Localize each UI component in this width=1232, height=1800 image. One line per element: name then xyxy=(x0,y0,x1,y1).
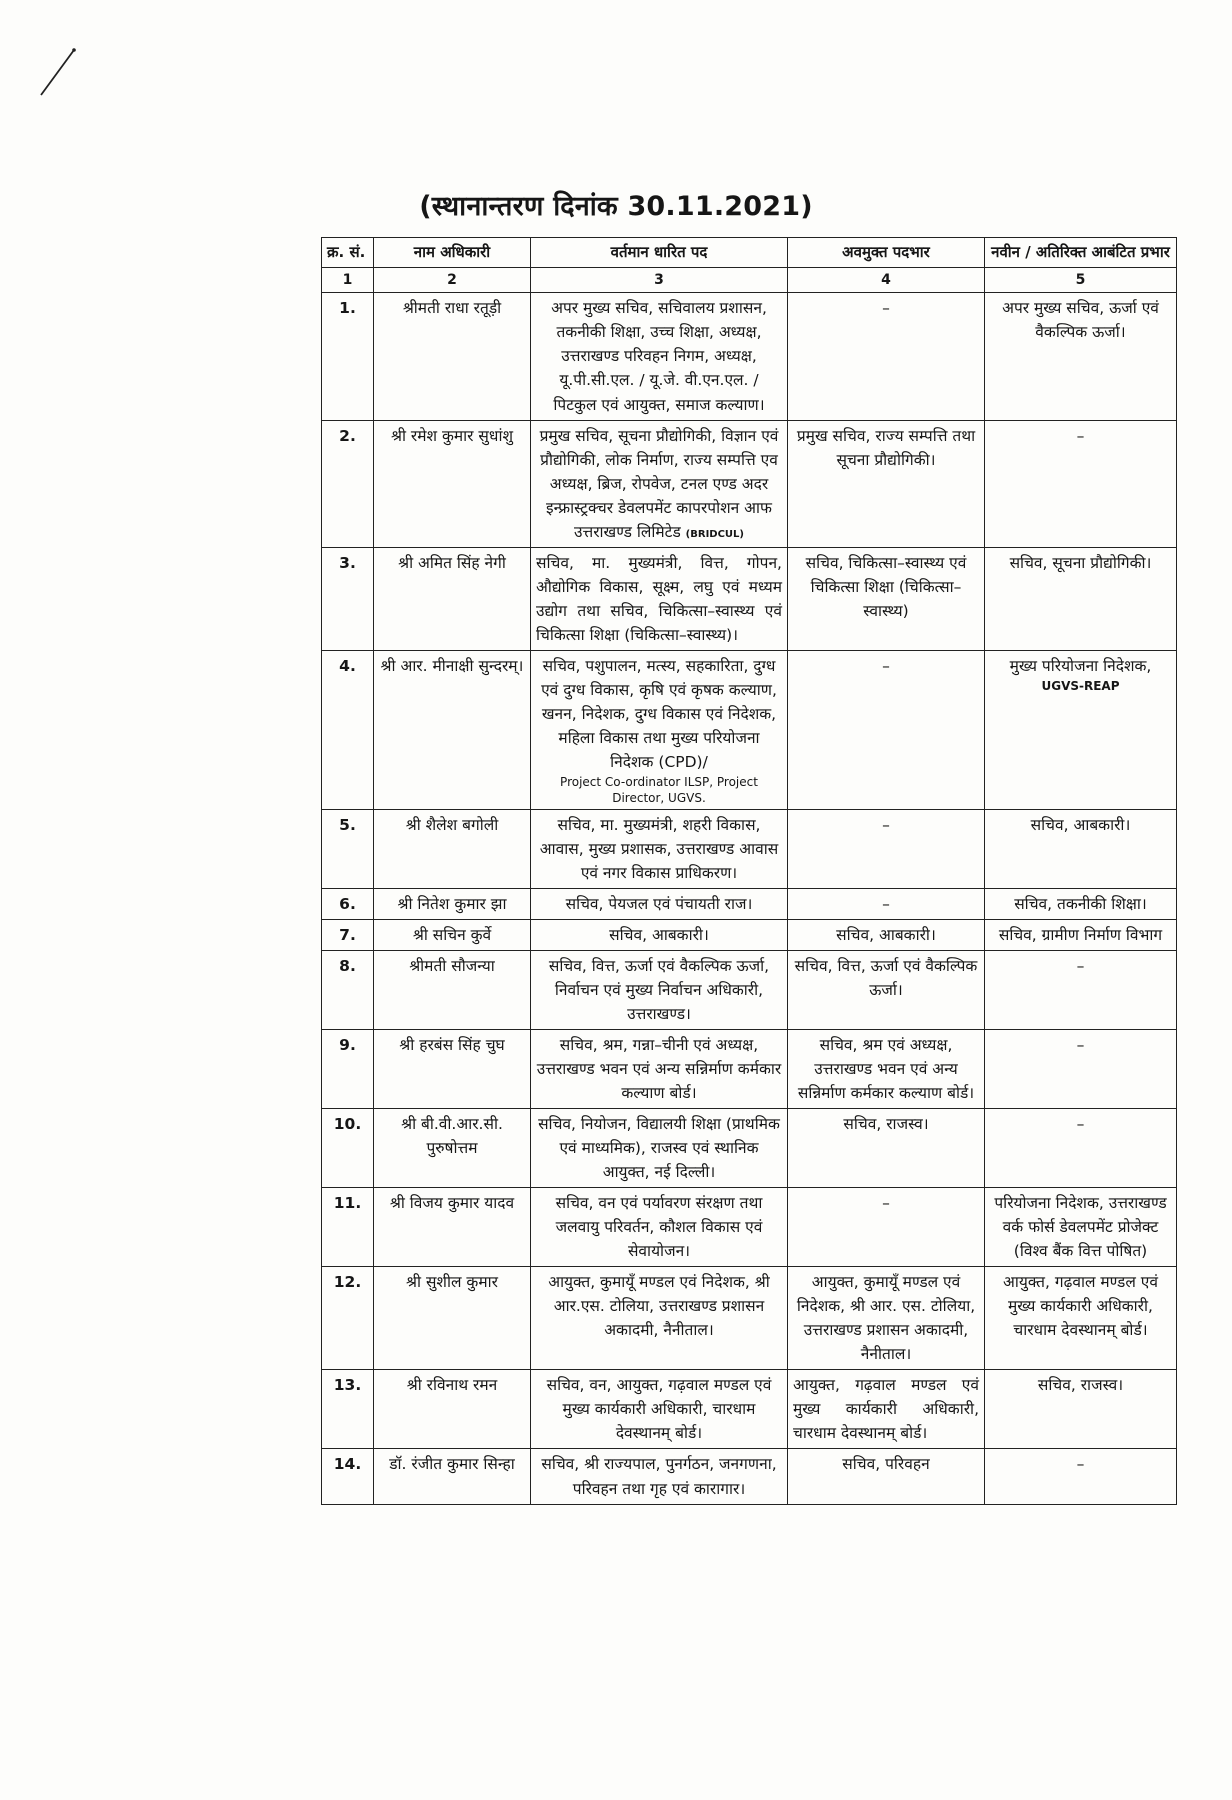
relieved-charge: – xyxy=(788,1188,985,1267)
serial-number: 2. xyxy=(322,420,374,547)
new-charge: सचिव, सूचना प्रौद्योगिकी। xyxy=(985,547,1177,650)
column-number: 2 xyxy=(374,268,531,293)
officer-name: श्री रमेश कुमार सुधांशु xyxy=(374,420,531,547)
new-charge: सचिव, ग्रामीण निर्माण विभाग xyxy=(985,920,1177,951)
serial-number: 1. xyxy=(322,293,374,420)
serial-number: 7. xyxy=(322,920,374,951)
relieved-charge: आयुक्त, कुमायूँ मण्डल एवं निदेशक, श्री आर. एस. टोलिया, उत्तराखण्ड प्रशासन अकादमी, नैनीताल। xyxy=(788,1267,985,1370)
new-charge: – xyxy=(985,1449,1177,1504)
relieved-charge: – xyxy=(788,889,985,920)
current-post: अपर मुख्य सचिव, सचिवालय प्रशासन, तकनीकी शिक्षा, उच्च शिक्षा, अध्यक्ष, उत्तराखण्ड परिवहन निगम, अध्यक्ष, यू.पी.सी.एल. / यू.जे. वी.एन.एल. / पिटकुल एवं आयुक्त, समाज कल्याण। xyxy=(531,293,788,420)
serial-number: 9. xyxy=(322,1030,374,1109)
officer-name: श्रीमती राधा रतूड़ी xyxy=(374,293,531,420)
relieved-charge: आयुक्त, गढ़वाल मण्डल एवं मुख्य कार्यकारी अधिकारी, चारधाम देवस्थानम् बोर्ड। xyxy=(788,1370,985,1449)
current-post: सचिव, आबकारी। xyxy=(531,920,788,951)
new-charge-small: UGVS-REAP xyxy=(1041,678,1120,693)
table-row xyxy=(322,1449,1177,1504)
current-post-cell xyxy=(531,650,788,809)
serial-number: 6. xyxy=(322,889,374,920)
relieved-charge: सचिव, परिवहन xyxy=(788,1449,985,1504)
column-number-row xyxy=(322,268,1177,293)
relieved-charge: सचिव, आबकारी। xyxy=(788,920,985,951)
header-name: नाम अधिकारी xyxy=(374,238,531,268)
current-post: सचिव, श्री राज्यपाल, पुनर्गठन, जनगणना, परिवहन तथा गृह एवं कारागार। xyxy=(531,1449,788,1504)
table-row xyxy=(322,1267,1177,1370)
table-row xyxy=(322,1030,1177,1109)
new-charge: – xyxy=(985,951,1177,1030)
new-charge: आयुक्त, गढ़वाल मण्डल एवं मुख्य कार्यकारी अधिकारी, चारधाम देवस्थानम् बोर्ड। xyxy=(985,1267,1177,1370)
table-row xyxy=(322,420,1177,547)
current-post-cell xyxy=(531,420,788,547)
current-post: सचिव, वन एवं पर्यावरण संरक्षण तथा जलवायु परिवर्तन, कौशल विकास एवं सेवायोजन। xyxy=(531,1188,788,1267)
table-row xyxy=(322,650,1177,809)
relieved-charge: – xyxy=(788,293,985,420)
column-number: 3 xyxy=(531,268,788,293)
relieved-charge: सचिव, वित्त, ऊर्जा एवं वैकल्पिक ऊर्जा। xyxy=(788,951,985,1030)
header-current-post: वर्तमान धारित पद xyxy=(531,238,788,268)
table-row xyxy=(322,1188,1177,1267)
serial-number: 10. xyxy=(322,1109,374,1188)
officer-name: श्री विजय कुमार यादव xyxy=(374,1188,531,1267)
header-sn: क्र. सं. xyxy=(322,238,374,268)
column-number: 5 xyxy=(985,268,1177,293)
officer-name: डॉ. रंजीत कुमार सिन्हा xyxy=(374,1449,531,1504)
current-post: सचिव, नियोजन, विद्यालयी शिक्षा (प्राथमिक एवं माध्यमिक), राजस्व एवं स्थानिक आयुक्त, नई दिल्ली। xyxy=(531,1109,788,1188)
table-row xyxy=(322,810,1177,889)
header-row xyxy=(322,238,1177,268)
current-post: सचिव, पेयजल एवं पंचायती राज। xyxy=(531,889,788,920)
serial-number: 12. xyxy=(322,1267,374,1370)
officer-name: श्री अमित सिंह नेगी xyxy=(374,547,531,650)
serial-number: 8. xyxy=(322,951,374,1030)
new-charge: सचिव, तकनीकी शिक्षा। xyxy=(985,889,1177,920)
current-post: सचिव, मा. मुख्यमंत्री, शहरी विकास, आवास, मुख्य प्रशासक, उत्तराखण्ड आवास एवं नगर विकास प्राधिकरण। xyxy=(531,810,788,889)
officer-name: श्री आर. मीनाक्षी सुन्दरम्। xyxy=(374,650,531,809)
table-row xyxy=(322,920,1177,951)
serial-number: 11. xyxy=(322,1188,374,1267)
relieved-charge: सचिव, श्रम एवं अध्यक्ष, उत्तराखण्ड भवन एवं अन्य सन्निर्माण कर्मकार कल्याण बोर्ड। xyxy=(788,1030,985,1109)
officer-name: श्री सुशील कुमार xyxy=(374,1267,531,1370)
column-number: 1 xyxy=(322,268,374,293)
officer-name: श्री रविनाथ रमन xyxy=(374,1370,531,1449)
new-charge-cell xyxy=(985,650,1177,809)
serial-number: 3. xyxy=(322,547,374,650)
officer-name: श्री नितेश कुमार झा xyxy=(374,889,531,920)
new-charge: मुख्य परियोजना निदेशक, xyxy=(1009,656,1152,675)
officer-name: श्रीमती सौजन्या xyxy=(374,951,531,1030)
table-row xyxy=(322,951,1177,1030)
table-row xyxy=(322,1370,1177,1449)
relieved-charge: सचिव, राजस्व। xyxy=(788,1109,985,1188)
relieved-charge: – xyxy=(788,650,985,809)
current-post-small: Project Co-ordinator ILSP, Project Director, UGVS. xyxy=(560,774,758,805)
new-charge: सचिव, राजस्व। xyxy=(985,1370,1177,1449)
current-post: सचिव, वन, आयुक्त, गढ़वाल मण्डल एवं मुख्य कार्यकारी अधिकारी, चारधाम देवस्थानम् बोर्ड। xyxy=(531,1370,788,1449)
new-charge: – xyxy=(985,1030,1177,1109)
pen-stroke-mark xyxy=(38,48,78,98)
new-charge: – xyxy=(985,1109,1177,1188)
column-number: 4 xyxy=(788,268,985,293)
current-post: सचिव, पशुपालन, मत्स्य, सहकारिता, दुग्ध एवं दुग्ध विकास, कृषि एवं कृषक कल्याण, खनन, निदेशक, दुग्ध विकास एवं निदेशक, महिला विकास तथा मुख्य परियोजना निदेशक (CPD)/ xyxy=(541,656,777,771)
serial-number: 5. xyxy=(322,810,374,889)
officer-name: श्री सचिन कुर्वे xyxy=(374,920,531,951)
officer-name: श्री बी.वी.आर.सी. पुरुषोत्तम xyxy=(374,1109,531,1188)
current-post-note: (BRIDCUL) xyxy=(685,528,744,540)
transfer-table xyxy=(321,237,1177,1505)
serial-number: 4. xyxy=(322,650,374,809)
new-charge: परियोजना निदेशक, उत्तराखण्ड वर्क फोर्स डेवलपमेंट प्रोजेक्ट (विश्व बैंक वित्त पोषित) xyxy=(985,1188,1177,1267)
officer-name: श्री शैलेश बगोली xyxy=(374,810,531,889)
header-new-charge: नवीन / अतिरिक्त आबंटित प्रभार xyxy=(985,238,1177,268)
current-post: सचिव, मा. मुख्यमंत्री, वित्त, गोपन, औद्योगिक विकास, सूक्ष्म, लघु एवं मध्यम उद्योग तथा सचिव, चिकित्सा–स्वास्थ्य एवं चिकित्सा शिक्षा (चिकित्सा–स्वास्थ्य)। xyxy=(531,547,788,650)
new-charge: सचिव, आबकारी। xyxy=(985,810,1177,889)
relieved-charge: प्रमुख सचिव, राज्य सम्पत्ति तथा सूचना प्रौद्योगिकी। xyxy=(788,420,985,547)
table-row xyxy=(322,1109,1177,1188)
table-row xyxy=(322,293,1177,420)
serial-number: 13. xyxy=(322,1370,374,1449)
current-post: सचिव, श्रम, गन्ना–चीनी एवं अध्यक्ष, उत्तराखण्ड भवन एवं अन्य सन्निर्माण कर्मकार कल्याण बोर्ड। xyxy=(531,1030,788,1109)
relieved-charge: सचिव, चिकित्सा–स्वास्थ्य एवं चिकित्सा शिक्षा (चिकित्सा–स्वास्थ्य) xyxy=(788,547,985,650)
header-relieved-charge: अवमुक्त पदभार xyxy=(788,238,985,268)
current-post: आयुक्त, कुमायूँ मण्डल एवं निदेशक, श्री आर.एस. टोलिया, उत्तराखण्ड प्रशासन अकादमी, नैनीताल। xyxy=(531,1267,788,1370)
current-post: सचिव, वित्त, ऊर्जा एवं वैकल्पिक ऊर्जा, निर्वाचन एवं मुख्य निर्वाचन अधिकारी, उत्तराखण्ड। xyxy=(531,951,788,1030)
table-row xyxy=(322,547,1177,650)
table-row xyxy=(322,889,1177,920)
relieved-charge: – xyxy=(788,810,985,889)
new-charge: – xyxy=(985,420,1177,547)
new-charge: अपर मुख्य सचिव, ऊर्जा एवं वैकल्पिक ऊर्जा। xyxy=(985,293,1177,420)
current-post: प्रमुख सचिव, सूचना प्रौद्योगिकी, विज्ञान एवं प्रौद्योगिकी, लोक निर्माण, राज्य सम्पत्ति एव अध्यक्ष, ब्रिज, रोपवेज, टनल एण्ड अदर इन्फ्रास्ट्रक्चर डेवलपमेंट कापरपोशन आफ उत्तराखण्ड लिमिटेड xyxy=(539,426,779,541)
officer-name: श्री हरबंस सिंह चुघ xyxy=(374,1030,531,1109)
serial-number: 14. xyxy=(322,1449,374,1504)
page-title: (स्थानान्तरण दिनांक 30.11.2021) xyxy=(419,191,813,222)
